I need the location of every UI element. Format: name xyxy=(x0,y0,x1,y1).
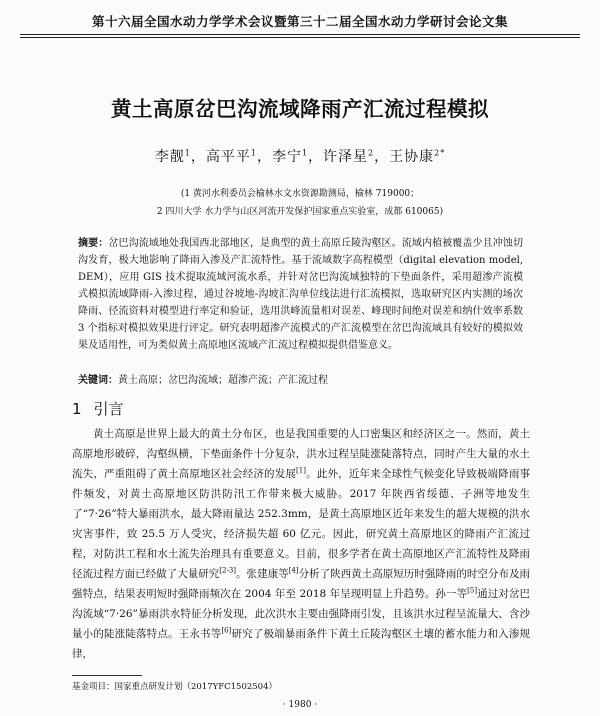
citation-mark: [6] xyxy=(221,626,232,635)
running-header: 第十六届全国水动力学学术会议暨第三十二届全国水动力学研讨会论文集 xyxy=(91,14,508,29)
body-text-run: 研究了极端暴雨条件下黄土丘陵沟壑区土壤的蓄水能力和入渗规律， xyxy=(72,628,530,660)
footnote: 基金项目：国家重点研发计划（2017YFC1502504） xyxy=(72,682,278,692)
author-name: 李靓 xyxy=(154,149,185,165)
author-affiliation-mark: 2* xyxy=(434,148,446,158)
citation-mark: [1] xyxy=(296,466,306,475)
page-number: · 1980 · xyxy=(282,700,318,710)
citation-mark: [5] xyxy=(467,586,478,595)
footnote-rule xyxy=(72,675,142,676)
keywords-text: 黄土高原；岔巴沟流域；超渗产流；产汇流过程 xyxy=(118,375,328,386)
abstract-label: 摘要： xyxy=(78,238,109,249)
section-number: 1 xyxy=(72,400,82,418)
author-affiliation-mark: 1 xyxy=(250,148,257,158)
abstract xyxy=(78,235,523,354)
author-separator: ， xyxy=(374,149,390,165)
author-separator: ， xyxy=(256,149,272,165)
affiliation-1: (1 黄河水利委员会榆林水文水资源勘测局，榆林 719000； xyxy=(180,189,420,199)
author-name: 高平平 xyxy=(205,149,251,165)
body-text-run: 分析了陕西黄土高原短历时强降雨的时空分布及雨强特点，结果表明短时强降雨频次在 2004 年至 2018 年呈现明显上升趋势。孙一等 xyxy=(72,568,531,600)
body-text-run: 。此外，近年来全球性气候变化导致极端降雨事件频发，对黄土高原地区防洪防汛工作带来极大威胁。2017 年陕西省绥德、子洲等地发生了“7·26”特大暴雨洪水，最大降雨量达 252.3mm，是黄土高原地区近年来发生的超大规模的洪水灾害事件，致 25.5 万人受灾，经济损失超 60 亿元。因此，研究黄土高原地区的降雨产汇流过程，对防洪工程和水土流失治理具有重要意义。目前，很多学者在黄土高原地区产汇流特性及降雨径流过程方面已经做了大量研究 xyxy=(72,468,531,580)
body-text-run: 通过对岔巴沟流域“7·26”暴雨洪水特征分析发现，此次洪水主要由强降雨引发，且该洪水过程呈流量大、含沙量小的陡涨陡落特点。王永书等 xyxy=(72,588,531,640)
author-name: 许泽星 xyxy=(323,149,369,165)
author-affiliation-mark: 1 xyxy=(301,148,309,158)
header-rule-top xyxy=(20,34,580,35)
author-name: 王协康 xyxy=(389,149,435,165)
section-heading xyxy=(72,398,124,419)
body-text-run: 黄土高原是世界上最大的黄土分布区，也是我国重要的人口密集区和经济区之一。然而，黄土高原地形破碎，沟壑纵横，下垫面条件十分复杂，洪水过程呈陡涨陡落特点，同时产生大量的水土流失，严重阻碍了黄土高原地区社会经济的发展 xyxy=(72,428,530,480)
body-paragraph xyxy=(72,424,530,664)
author-list xyxy=(0,146,600,166)
citation-mark: [4] xyxy=(288,566,299,575)
keywords-label: 关键词： xyxy=(78,375,118,386)
header-rule-bottom xyxy=(20,37,580,38)
author-separator: ， xyxy=(308,149,324,165)
citation-mark: [2-3] xyxy=(219,566,237,575)
author-affiliation-mark: 1 xyxy=(184,148,191,158)
author-separator: ， xyxy=(190,149,206,165)
keywords xyxy=(78,372,523,389)
affiliation-2: 2 四川大学 水力学与山区河流开发保护国家重点实验室，成都 610065) xyxy=(156,207,444,217)
paper-title: 黄土高原岔巴沟流域降雨产汇流过程模拟 xyxy=(111,97,489,121)
section-title: 引言 xyxy=(93,400,124,418)
author-name: 李宁 xyxy=(271,149,302,165)
body-text-run: 。张建康等 xyxy=(236,568,289,580)
author-affiliation-mark: 2 xyxy=(368,148,375,158)
abstract-text: 岔巴沟流域地处我国西北部地区，是典型的黄土高原丘陵沟壑区。流域内植被覆盖少且冲蚀切沟发育，极大地影响了降雨入渗及产汇流特性。基于流域数字高程模型（digital elevation model, DEM），应用 GIS 技术提取流域河流水系，并针对岔巴沟流域独特的下垫面条件，采用超渗产流模式模拟流域降雨-入渗过程，通过谷坡地-沟坡汇沟单位线法进行汇流模拟，选取研究区内实测的场次降雨、径流资料对模型进行率定和验证，选用洪峰流量相对误差、峰现时间绝对误差和纳什效率系数 3 个指标对模拟效果进行评定。研究表明超渗产流模式的产汇流模型在岔巴沟流域具有较好的模拟效果及适用性，可为类似黄土高原地区流域产汇流过程模拟提供借鉴意义。 xyxy=(78,238,524,351)
